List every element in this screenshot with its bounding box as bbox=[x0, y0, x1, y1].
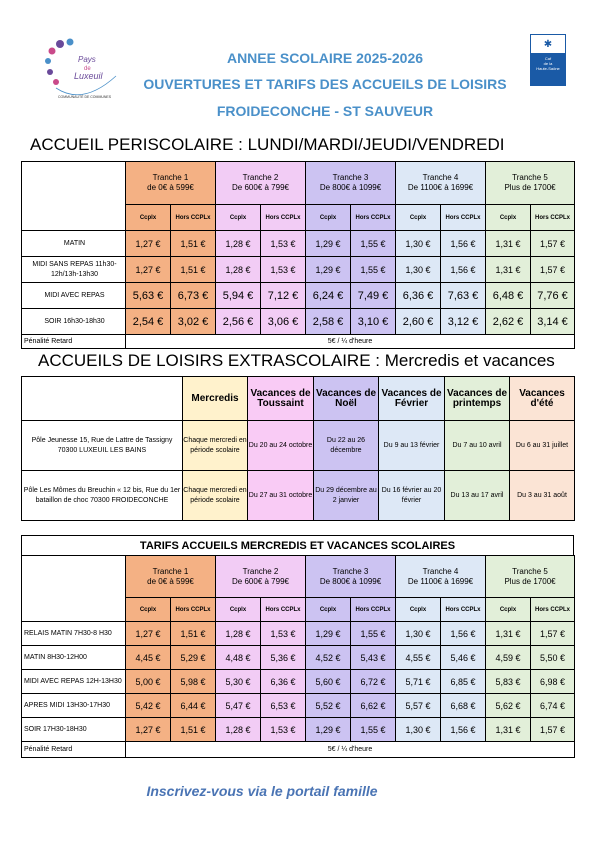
price-cell: 1,29 € bbox=[306, 231, 351, 257]
col-toussaint: Vacances de Toussaint bbox=[248, 377, 314, 421]
col-ete: Vacances d'été bbox=[510, 377, 575, 421]
price-cell: 1,31 € bbox=[486, 257, 531, 283]
price-cell: 1,55 € bbox=[351, 231, 396, 257]
price-cell: 1,56 € bbox=[441, 231, 486, 257]
col-fevrier: Vacances de Février bbox=[379, 377, 445, 421]
site-cell: Pôle Jeunesse 15, Rue de Lattre de Tassigny 70300 LUXEUIL LES BAINS bbox=[22, 421, 183, 471]
date-cell: Du 22 au 26 décembre bbox=[314, 421, 379, 471]
price-cell: 6,74 € bbox=[531, 694, 575, 718]
price-cell: 2,58 € bbox=[306, 309, 351, 335]
price-cell: 1,30 € bbox=[396, 718, 441, 742]
price-cell: 4,48 € bbox=[216, 646, 261, 670]
price-cell: 1,31 € bbox=[486, 622, 531, 646]
price-cell: 1,57 € bbox=[531, 718, 575, 742]
row-label: SOIR 17H30-18H30 bbox=[22, 718, 126, 742]
price-cell: 5,30 € bbox=[216, 670, 261, 694]
price-cell: 1,28 € bbox=[216, 231, 261, 257]
price-cell: 1,57 € bbox=[531, 622, 575, 646]
price-cell: 5,57 € bbox=[396, 694, 441, 718]
subtitle-openings: OUVERTURES ET TARIFS DES ACCUEILS DE LOISIRS bbox=[143, 76, 507, 92]
price-cell: 5,00 € bbox=[126, 670, 171, 694]
sub-hors: Hors CCPLx bbox=[351, 205, 396, 231]
tranche-5-header: Tranche 5 Plus de 1700€ bbox=[486, 162, 575, 205]
penalty-label: Pénalité Retard bbox=[22, 335, 126, 349]
price-cell: 6,53 € bbox=[261, 694, 306, 718]
sub-ccplx: Ccplx bbox=[396, 205, 441, 231]
date-cell: Du 9 au 13 février bbox=[379, 421, 445, 471]
price-cell: 5,52 € bbox=[306, 694, 351, 718]
table-row bbox=[22, 421, 575, 471]
tranche-4-header: Tranche 4 De 1100€ à 1699€ bbox=[396, 162, 486, 205]
table-row bbox=[22, 622, 575, 646]
sub-hors: Hors CCPLx bbox=[441, 205, 486, 231]
svg-text:Luxeuil: Luxeuil bbox=[74, 71, 103, 81]
price-cell: 5,36 € bbox=[261, 646, 306, 670]
price-cell: 5,60 € bbox=[306, 670, 351, 694]
caf-logo: ✱ Caf de la Haute-Saône bbox=[530, 34, 566, 86]
tranche-1-header: Tranche 1 de 0€ à 599€ bbox=[126, 162, 216, 205]
price-cell: 1,29 € bbox=[306, 622, 351, 646]
price-cell: 7,76 € bbox=[531, 283, 575, 309]
tranche-1-header: Tranche 1 de 0€ à 599€ bbox=[126, 556, 216, 598]
sub-hors: Hors CCPLx bbox=[531, 598, 575, 622]
site-cell: Pôle Les Mômes du Breuchin « 12 bis, Rue du 1er bataillon de choc 70300 FROIDECONCHE bbox=[22, 471, 183, 521]
date-cell: Du 20 au 24 octobre bbox=[248, 421, 314, 471]
price-cell: 5,43 € bbox=[351, 646, 396, 670]
price-cell: 5,46 € bbox=[441, 646, 486, 670]
price-cell: 5,71 € bbox=[396, 670, 441, 694]
price-cell: 1,53 € bbox=[261, 231, 306, 257]
price-cell: 1,27 € bbox=[126, 622, 171, 646]
price-cell: 3,06 € bbox=[261, 309, 306, 335]
price-cell: 3,10 € bbox=[351, 309, 396, 335]
date-cell: Du 29 décembre au 2 janvier bbox=[314, 471, 379, 521]
penalty-value: 5€ / ¼ d'heure bbox=[126, 742, 575, 758]
row-label: RELAIS MATIN 7H30-8 H30 bbox=[22, 622, 126, 646]
sub-hors: Hors CCPLx bbox=[531, 205, 575, 231]
price-cell: 6,85 € bbox=[441, 670, 486, 694]
price-cell: 5,47 € bbox=[216, 694, 261, 718]
date-cell: Du 3 au 31 août bbox=[510, 471, 575, 521]
price-cell: 2,62 € bbox=[486, 309, 531, 335]
price-cell: 3,14 € bbox=[531, 309, 575, 335]
blank-cell bbox=[22, 377, 183, 421]
table-row bbox=[22, 646, 575, 670]
sub-hors: Hors CCPLx bbox=[261, 205, 306, 231]
price-cell: 5,62 € bbox=[486, 694, 531, 718]
col-printemps: Vacances de printemps bbox=[445, 377, 510, 421]
price-cell: 5,94 € bbox=[216, 283, 261, 309]
price-cell: 5,50 € bbox=[531, 646, 575, 670]
extrascolaire-heading: ACCUEILS DE LOISIRS EXTRASCOLAIRE : Mercredis et vacances bbox=[38, 351, 555, 370]
svg-text:COMMUNAUTÉ DE COMMUNES: COMMUNAUTÉ DE COMMUNES bbox=[58, 95, 112, 99]
price-cell: 7,63 € bbox=[441, 283, 486, 309]
price-cell: 1,55 € bbox=[351, 718, 396, 742]
tranche-3-header: Tranche 3 De 800€ à 1099€ bbox=[306, 162, 396, 205]
sub-hors: Hors CCPLx bbox=[441, 598, 486, 622]
row-label: MIDI SANS REPAS 11h30-12h/13h-13h30 bbox=[22, 257, 126, 283]
price-cell: 6,44 € bbox=[171, 694, 216, 718]
price-cell: 6,36 € bbox=[261, 670, 306, 694]
price-cell: 4,45 € bbox=[126, 646, 171, 670]
price-cell: 1,51 € bbox=[171, 622, 216, 646]
price-cell: 1,27 € bbox=[126, 257, 171, 283]
price-cell: 1,51 € bbox=[171, 231, 216, 257]
price-cell: 7,12 € bbox=[261, 283, 306, 309]
extrascolaire-table bbox=[21, 376, 575, 521]
row-label: SOIR 16h30-18h30 bbox=[22, 309, 126, 335]
price-cell: 6,98 € bbox=[531, 670, 575, 694]
row-label: MIDI AVEC REPAS bbox=[22, 283, 126, 309]
date-cell: Du 16 février au 20 février bbox=[379, 471, 445, 521]
tarifs-heading: TARIFS ACCUEILS MERCREDIS ET VACANCES SCOLAIRES bbox=[21, 535, 574, 555]
price-cell: 1,55 € bbox=[351, 622, 396, 646]
price-cell: 1,53 € bbox=[261, 257, 306, 283]
price-cell: 1,56 € bbox=[441, 257, 486, 283]
price-cell: 6,62 € bbox=[351, 694, 396, 718]
price-cell: 6,72 € bbox=[351, 670, 396, 694]
price-cell: 4,59 € bbox=[486, 646, 531, 670]
row-label: MATIN bbox=[22, 231, 126, 257]
date-cell: Du 7 au 10 avril bbox=[445, 421, 510, 471]
price-cell: 1,27 € bbox=[126, 231, 171, 257]
sub-ccplx: Ccplx bbox=[396, 598, 441, 622]
table-row bbox=[22, 694, 575, 718]
sub-ccplx: Ccplx bbox=[306, 205, 351, 231]
col-noel: Vacances de Noël bbox=[314, 377, 379, 421]
tranche-3-header: Tranche 3 De 800€ à 1099€ bbox=[306, 556, 396, 598]
price-cell: 5,83 € bbox=[486, 670, 531, 694]
sub-hors: Hors CCPLx bbox=[261, 598, 306, 622]
price-cell: 1,53 € bbox=[261, 718, 306, 742]
price-cell: 7,49 € bbox=[351, 283, 396, 309]
date-cell: Du 13 au 17 avril bbox=[445, 471, 510, 521]
price-cell: 1,28 € bbox=[216, 718, 261, 742]
sub-hors: Hors CCPLx bbox=[351, 598, 396, 622]
price-cell: 4,55 € bbox=[396, 646, 441, 670]
price-cell: 1,29 € bbox=[306, 257, 351, 283]
price-cell: 1,53 € bbox=[261, 622, 306, 646]
date-cell: Du 27 au 31 octobre bbox=[248, 471, 314, 521]
price-cell: 1,29 € bbox=[306, 718, 351, 742]
date-cell: Chaque mercredi en période scolaire bbox=[183, 471, 248, 521]
row-label: APRES MIDI 13H30-17H30 bbox=[22, 694, 126, 718]
sub-ccplx: Ccplx bbox=[126, 205, 171, 231]
price-cell: 5,42 € bbox=[126, 694, 171, 718]
price-cell: 1,28 € bbox=[216, 257, 261, 283]
tarifs-vacances-table bbox=[21, 555, 575, 758]
price-cell: 1,55 € bbox=[351, 257, 396, 283]
col-mercredis: Mercredis bbox=[183, 377, 248, 421]
school-year-title: ANNEE SCOLAIRE 2025-2026 bbox=[226, 50, 424, 66]
blank-cell bbox=[22, 162, 126, 231]
price-cell: 2,56 € bbox=[216, 309, 261, 335]
row-label: MIDI AVEC REPAS 12H-13H30 bbox=[22, 670, 126, 694]
sub-hors: Hors CCPLx bbox=[171, 205, 216, 231]
price-cell: 1,28 € bbox=[216, 622, 261, 646]
sub-ccplx: Ccplx bbox=[216, 205, 261, 231]
price-cell: 2,54 € bbox=[126, 309, 171, 335]
table-row bbox=[22, 283, 575, 309]
price-cell: 1,31 € bbox=[486, 231, 531, 257]
portal-link[interactable]: Inscrivez-vous via le portail famille bbox=[146, 783, 378, 799]
sub-hors: Hors CCPLx bbox=[171, 598, 216, 622]
table-row bbox=[22, 718, 575, 742]
periscolaire-table bbox=[21, 161, 575, 349]
periscolaire-heading: ACCUEIL PERISCOLAIRE : LUNDI/MARDI/JEUDI/VENDREDI bbox=[30, 135, 505, 154]
pays-de-luxeuil-logo bbox=[38, 36, 124, 108]
sub-ccplx: Ccplx bbox=[486, 205, 531, 231]
price-cell: 1,57 € bbox=[531, 231, 575, 257]
tranche-5-header: Tranche 5 Plus de 1700€ bbox=[486, 556, 575, 598]
price-cell: 1,31 € bbox=[486, 718, 531, 742]
price-cell: 6,36 € bbox=[396, 283, 441, 309]
table-row bbox=[22, 471, 575, 521]
tranche-2-header: Tranche 2 De 600€ à 799€ bbox=[216, 162, 306, 205]
price-cell: 5,98 € bbox=[171, 670, 216, 694]
table-row bbox=[22, 257, 575, 283]
date-cell: Chaque mercredi en période scolaire bbox=[183, 421, 248, 471]
price-cell: 3,02 € bbox=[171, 309, 216, 335]
table-row bbox=[22, 670, 575, 694]
penalty-label: Pénalité Retard bbox=[22, 742, 126, 758]
sub-ccplx: Ccplx bbox=[486, 598, 531, 622]
price-cell: 1,30 € bbox=[396, 622, 441, 646]
price-cell: 1,57 € bbox=[531, 257, 575, 283]
penalty-value: 5€ / ¼ d'heure bbox=[126, 335, 575, 349]
sub-ccplx: Ccplx bbox=[306, 598, 351, 622]
sub-ccplx: Ccplx bbox=[126, 598, 171, 622]
subtitle-location: FROIDECONCHE - ST SAUVEUR bbox=[216, 103, 434, 119]
price-cell: 5,29 € bbox=[171, 646, 216, 670]
price-cell: 6,73 € bbox=[171, 283, 216, 309]
svg-text:de: de bbox=[84, 66, 91, 72]
price-cell: 1,51 € bbox=[171, 257, 216, 283]
price-cell: 6,68 € bbox=[441, 694, 486, 718]
price-cell: 1,27 € bbox=[126, 718, 171, 742]
price-cell: 1,30 € bbox=[396, 257, 441, 283]
price-cell: 3,12 € bbox=[441, 309, 486, 335]
tranche-4-header: Tranche 4 De 1100€ à 1699€ bbox=[396, 556, 486, 598]
price-cell: 4,52 € bbox=[306, 646, 351, 670]
price-cell: 2,60 € bbox=[396, 309, 441, 335]
price-cell: 5,63 € bbox=[126, 283, 171, 309]
blank-cell bbox=[22, 556, 126, 622]
price-cell: 1,30 € bbox=[396, 231, 441, 257]
tranche-2-header: Tranche 2 De 600€ à 799€ bbox=[216, 556, 306, 598]
date-cell: Du 6 au 31 juillet bbox=[510, 421, 575, 471]
sub-ccplx: Ccplx bbox=[216, 598, 261, 622]
svg-text:Pays: Pays bbox=[78, 55, 96, 64]
price-cell: 1,56 € bbox=[441, 718, 486, 742]
table-row bbox=[22, 309, 575, 335]
row-label: MATIN 8H30-12H00 bbox=[22, 646, 126, 670]
price-cell: 6,24 € bbox=[306, 283, 351, 309]
price-cell: 1,51 € bbox=[171, 718, 216, 742]
table-row bbox=[22, 231, 575, 257]
price-cell: 1,56 € bbox=[441, 622, 486, 646]
price-cell: 6,48 € bbox=[486, 283, 531, 309]
